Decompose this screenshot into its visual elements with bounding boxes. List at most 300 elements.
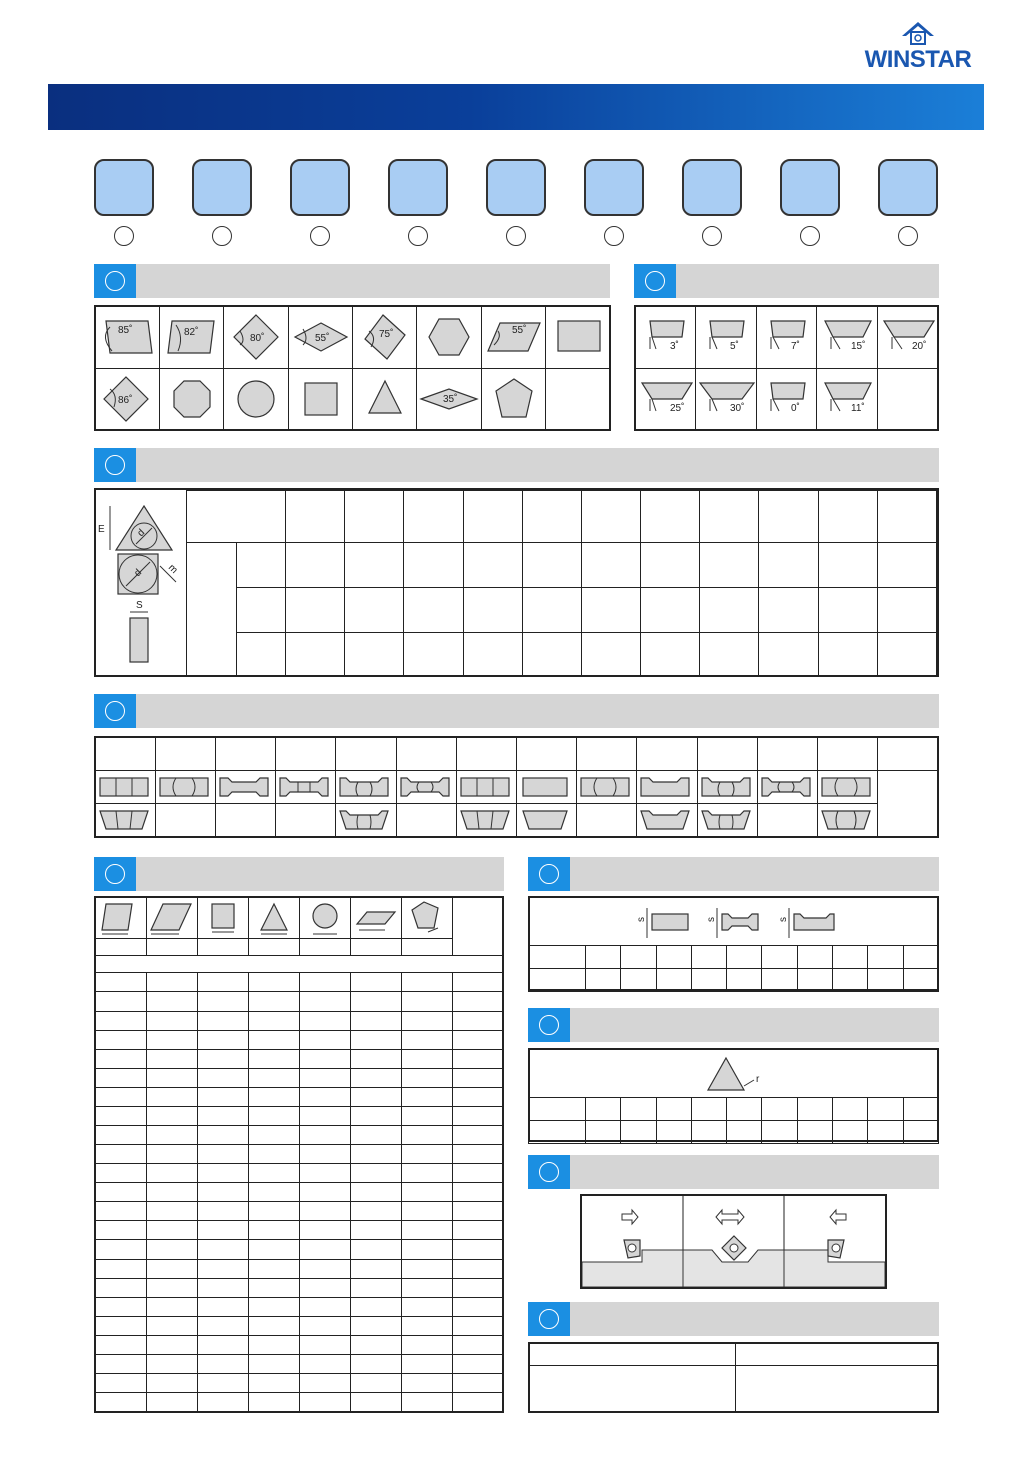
value-cell: [868, 946, 903, 969]
edge-cell: [197, 1030, 248, 1049]
shape-cell: [288, 368, 352, 430]
form-cell: [215, 770, 275, 803]
edge-cell: [95, 939, 146, 956]
value-cell: [762, 1098, 797, 1121]
edge-shape-cell: [299, 897, 350, 939]
angle-label: 55˚: [314, 333, 330, 345]
clearance-icon: [817, 369, 877, 429]
edge-cell: [248, 1145, 299, 1164]
form-cell: [396, 770, 456, 803]
shape-cell: [159, 368, 223, 430]
edge-cell: [299, 1068, 350, 1087]
value-cell: [903, 1098, 938, 1121]
chipbreaker-icon: [276, 772, 334, 802]
size-cell: [759, 588, 818, 633]
chipbreaker-icon: [96, 805, 154, 835]
shape-cell: [95, 368, 159, 430]
edge-cell: [95, 956, 503, 973]
edge-cell: [248, 1221, 299, 1240]
chipbreaker-icon: [698, 772, 756, 802]
position-number-circle: [898, 226, 918, 246]
size-grid: [186, 490, 937, 676]
logo-text: WINSTAR: [864, 46, 972, 73]
clearance-cell: [696, 368, 757, 430]
edge-cell: [299, 1087, 350, 1106]
edge-cell: [248, 1297, 299, 1316]
edge-shape-cell: [401, 897, 452, 939]
shape-cell: [224, 368, 288, 430]
winstar-logo: [848, 20, 988, 72]
chipbreaker-icon: [517, 805, 575, 835]
position-number-circle: [212, 226, 232, 246]
form-header-cell: [817, 737, 877, 770]
edge-cell: [197, 992, 248, 1011]
form-cell: [757, 770, 817, 803]
edge-cell: [146, 1373, 197, 1392]
size-cell: [818, 543, 877, 588]
form-cell: [577, 804, 637, 837]
size-cell: [700, 633, 759, 676]
value-cell: [762, 1121, 797, 1144]
angle-label: 0˚: [790, 402, 800, 414]
shape-icon: [351, 898, 401, 938]
chipbreaker-icon: [457, 772, 515, 802]
edge-cell: [350, 1125, 401, 1144]
edge-cell: [452, 1297, 503, 1316]
edge-cell: [146, 1393, 197, 1412]
section-header-thickness: [528, 857, 939, 891]
svg-text:s: s: [706, 917, 717, 922]
size-cell: [522, 491, 581, 543]
clearance-icon: [757, 307, 817, 367]
chipbreaker-icon: [758, 772, 816, 802]
edge-cell: [95, 1240, 146, 1259]
position-box: [94, 159, 154, 216]
edge-cell: [248, 1106, 299, 1125]
position-box: [584, 159, 644, 216]
clearance-cell: [635, 368, 696, 430]
position-box: [682, 159, 742, 216]
position-box: [388, 159, 448, 216]
edge-cell: [452, 1049, 503, 1068]
chipbreaker-icon: [457, 805, 515, 835]
value-cell: [656, 1121, 691, 1144]
section-header-extra: [528, 1302, 939, 1336]
edge-cell: [197, 1335, 248, 1354]
position-number-circle: [310, 226, 330, 246]
size-cell: [522, 543, 581, 588]
clearance-icon: [757, 369, 817, 429]
form-cell: [396, 804, 456, 837]
edge-cell: [401, 1354, 452, 1373]
edge-cell: [248, 1068, 299, 1087]
edge-cell: [146, 1068, 197, 1087]
edge-cell: [401, 1259, 452, 1278]
edge-header-cell: [452, 897, 503, 956]
edge-cell: [299, 1202, 350, 1221]
shape-icon: [96, 898, 146, 938]
direction-table: [580, 1194, 887, 1289]
chipbreaker-icon: [216, 772, 274, 802]
edge-cell: [299, 1393, 350, 1412]
edge-cell: [350, 1087, 401, 1106]
section-header-radius: [528, 1008, 939, 1042]
edge-cell: [299, 939, 350, 956]
angle-label: 20˚: [911, 341, 927, 353]
size-cell: [700, 543, 759, 588]
form-cell: [637, 770, 697, 803]
shape-icon: [300, 898, 350, 938]
section-marker-icon: [645, 271, 665, 291]
shape-icon: [249, 898, 299, 938]
edge-cell: [197, 1011, 248, 1030]
size-cell: [522, 588, 581, 633]
clearance-cell: [756, 306, 817, 368]
value-cell: [727, 969, 762, 992]
edge-cell: [95, 1068, 146, 1087]
chipbreaker-icon: [156, 772, 214, 802]
edge-cell: [299, 1106, 350, 1125]
edge-cell: [146, 1087, 197, 1106]
value-cell: [621, 946, 656, 969]
edge-cell: [299, 1221, 350, 1240]
section-marker-icon: [539, 1162, 559, 1182]
value-cell: [586, 969, 621, 992]
edge-length-table: [94, 896, 504, 1413]
svg-text:m: m: [165, 562, 180, 577]
thickness-grid: [528, 945, 939, 992]
thickness-table: [528, 896, 939, 991]
form-cell: [95, 804, 155, 837]
shape-cell: [353, 306, 417, 368]
form-cell: [276, 804, 336, 837]
value-cell: [762, 969, 797, 992]
value-cell: [529, 1098, 586, 1121]
angle-label: 82˚: [183, 327, 199, 339]
edge-cell: [299, 1125, 350, 1144]
form-header-cell: [276, 737, 336, 770]
edge-cell: [95, 1297, 146, 1316]
edge-cell: [248, 1259, 299, 1278]
edge-cell: [95, 1106, 146, 1125]
edge-cell: [146, 1049, 197, 1068]
size-cell: [463, 588, 522, 633]
edge-cell: [197, 1068, 248, 1087]
edge-cell: [350, 973, 401, 992]
shape-icon: [160, 369, 224, 429]
size-cell: [759, 491, 818, 543]
edge-shape-cell: [350, 897, 401, 939]
edge-cell: [197, 1145, 248, 1164]
shape-cell: [159, 306, 223, 368]
angle-label: 5˚: [730, 341, 739, 353]
shape-icon: [482, 307, 546, 367]
edge-cell: [95, 1087, 146, 1106]
edge-cell: [299, 1049, 350, 1068]
edge-cell: [197, 1354, 248, 1373]
edge-cell: [248, 1278, 299, 1297]
form-cell: [155, 770, 215, 803]
size-cell: [877, 491, 936, 543]
form-cell: [697, 770, 757, 803]
value-cell: [691, 969, 726, 992]
shape-cell: [546, 306, 610, 368]
edge-cell: [452, 1164, 503, 1183]
edge-cell: [299, 1240, 350, 1259]
edge-cell: [401, 1030, 452, 1049]
edge-cell: [350, 1373, 401, 1392]
edge-cell: [146, 1240, 197, 1259]
edge-cell: [197, 1316, 248, 1335]
section-marker-icon: [105, 701, 125, 721]
clearance-cell: [817, 306, 878, 368]
edge-cell: [401, 1373, 452, 1392]
position-box: [780, 159, 840, 216]
form-cell: [577, 770, 637, 803]
form-cell: [456, 770, 516, 803]
edge-cell: [248, 1393, 299, 1412]
edge-cell: [146, 1316, 197, 1335]
section-header-shape: [94, 264, 610, 298]
edge-cell: [401, 1297, 452, 1316]
edge-cell: [146, 1202, 197, 1221]
edge-cell: [197, 973, 248, 992]
edge-cell: [401, 1335, 452, 1354]
edge-cell: [452, 1259, 503, 1278]
edge-cell: [299, 1335, 350, 1354]
value-cell: [529, 969, 586, 992]
size-cell: [286, 543, 345, 588]
section-header-edge-length: [94, 857, 504, 891]
edge-cell: [248, 939, 299, 956]
edge-cell: [350, 1068, 401, 1087]
edge-cell: [197, 939, 248, 956]
edge-cell: [146, 1259, 197, 1278]
chipbreaker-icon: [397, 772, 455, 802]
chipbreaker-icon: [637, 805, 695, 835]
size-cell: [818, 633, 877, 676]
edge-cell: [248, 973, 299, 992]
value-cell: [586, 1098, 621, 1121]
form-cell: [336, 804, 396, 837]
size-cell: [877, 588, 936, 633]
svg-text:r: r: [756, 1074, 760, 1085]
edge-cell: [452, 1145, 503, 1164]
section-marker-icon: [105, 864, 125, 884]
shape-icon: [96, 307, 160, 367]
edge-cell: [350, 1335, 401, 1354]
value-cell: [833, 946, 868, 969]
shape-icon: [198, 898, 248, 938]
edge-cell: [299, 992, 350, 1011]
clearance-cell: [696, 306, 757, 368]
section-marker-icon: [539, 864, 559, 884]
value-cell: [656, 969, 691, 992]
radius-grid: [528, 1097, 939, 1144]
edge-cell: [248, 1354, 299, 1373]
clearance-table: [634, 305, 939, 431]
shape-icon: [546, 307, 610, 367]
edge-cell: [248, 1373, 299, 1392]
size-cell: [345, 588, 404, 633]
edge-cell: [299, 1354, 350, 1373]
edge-cell: [452, 1011, 503, 1030]
clearance-icon: [636, 369, 696, 429]
shape-cell: [288, 306, 352, 368]
form-header-cell: [215, 737, 275, 770]
edge-cell: [452, 1373, 503, 1392]
edge-cell: [401, 1125, 452, 1144]
shape-icon: [224, 307, 288, 367]
edge-cell: [95, 1278, 146, 1297]
edge-cell: [146, 1221, 197, 1240]
edge-cell: [299, 1183, 350, 1202]
shape-icon: [224, 369, 288, 429]
edge-cell: [197, 1183, 248, 1202]
size-cell: [641, 633, 700, 676]
position-number-circle: [800, 226, 820, 246]
edge-cell: [452, 1030, 503, 1049]
edge-cell: [452, 973, 503, 992]
edge-cell: [401, 1393, 452, 1412]
edge-cell: [146, 1030, 197, 1049]
title-banner: [48, 84, 984, 130]
value-cell: [691, 1121, 726, 1144]
edge-cell: [95, 1221, 146, 1240]
value-cell: [833, 1098, 868, 1121]
shape-icon: [289, 369, 353, 429]
thickness-diagram: [630, 900, 870, 944]
edge-cell: [350, 1030, 401, 1049]
angle-label: 55˚: [511, 325, 527, 337]
edge-cell: [197, 1278, 248, 1297]
size-cell: [700, 491, 759, 543]
edge-cell: [95, 1049, 146, 1068]
chipbreaker-icon: [577, 772, 635, 802]
size-cell: [581, 543, 640, 588]
value-cell: [797, 1121, 832, 1144]
form-cell: [155, 804, 215, 837]
edge-cell: [299, 1011, 350, 1030]
size-cell: [345, 633, 404, 676]
form-table: [94, 736, 939, 838]
size-cell: [404, 588, 463, 633]
edge-cell: [197, 1049, 248, 1068]
angle-label: 80˚: [250, 333, 265, 345]
edge-cell: [299, 1373, 350, 1392]
edge-cell: [452, 992, 503, 1011]
edge-cell: [197, 1106, 248, 1125]
edge-shape-cell: [248, 897, 299, 939]
edge-cell: [452, 1125, 503, 1144]
edge-shape-cell: [95, 897, 146, 939]
edge-cell: [146, 1164, 197, 1183]
edge-cell: [401, 1221, 452, 1240]
value-cell: [797, 946, 832, 969]
shape-icon: [160, 307, 224, 367]
edge-cell: [299, 1259, 350, 1278]
edge-cell: [452, 1221, 503, 1240]
value-cell: [727, 1098, 762, 1121]
chipbreaker-icon: [517, 772, 575, 802]
edge-cell: [95, 1373, 146, 1392]
edge-cell: [197, 1164, 248, 1183]
edge-cell: [95, 1125, 146, 1144]
size-cell: [522, 633, 581, 676]
edge-cell: [95, 1354, 146, 1373]
shape-table: [94, 305, 611, 431]
edge-cell: [350, 1297, 401, 1316]
edge-cell: [401, 1183, 452, 1202]
size-cell: [463, 491, 522, 543]
edge-cell: [401, 1316, 452, 1335]
edge-cell: [146, 1125, 197, 1144]
shape-icon: [147, 898, 197, 938]
size-cell: [759, 633, 818, 676]
edge-cell: [452, 1316, 503, 1335]
edge-cell: [146, 1145, 197, 1164]
form-header-cell: [637, 737, 697, 770]
angle-label: 85˚: [118, 325, 133, 337]
size-cell: [345, 543, 404, 588]
value-cell: [833, 969, 868, 992]
chipbreaker-icon: [96, 772, 154, 802]
value-cell: [727, 946, 762, 969]
form-cell: [817, 770, 877, 803]
position-number-circle: [604, 226, 624, 246]
value-cell: [621, 1121, 656, 1144]
size-cell: [286, 491, 345, 543]
value-cell: [833, 1121, 868, 1144]
position-box: [878, 159, 938, 216]
edge-cell: [452, 1068, 503, 1087]
edge-cell: [248, 1030, 299, 1049]
value-cell: [797, 1098, 832, 1121]
edge-cell: [350, 1164, 401, 1183]
edge-cell: [95, 1316, 146, 1335]
shape-cell: [353, 368, 417, 430]
section-marker-icon: [539, 1015, 559, 1035]
form-cell: [336, 770, 396, 803]
edge-cell: [299, 1164, 350, 1183]
edge-cell: [350, 1278, 401, 1297]
value-cell: [691, 1098, 726, 1121]
size-diagram: [96, 490, 188, 676]
edge-cell: [401, 973, 452, 992]
position-number-circle: [408, 226, 428, 246]
form-cell: [516, 770, 576, 803]
form-cell: [878, 770, 938, 837]
position-box: [192, 159, 252, 216]
chipbreaker-icon: [698, 805, 756, 835]
size-cell: [641, 588, 700, 633]
form-cell: [95, 770, 155, 803]
edge-cell: [197, 1393, 248, 1412]
value-cell: [691, 946, 726, 969]
edge-cell: [401, 1049, 452, 1068]
angle-label: 11˚: [851, 402, 865, 414]
clearance-icon: [878, 307, 938, 367]
shape-icon: [353, 307, 417, 367]
section-header-form: [94, 694, 939, 728]
form-header-cell: [336, 737, 396, 770]
edge-cell: [248, 1164, 299, 1183]
edge-cell: [299, 1145, 350, 1164]
edge-cell: [146, 1354, 197, 1373]
edge-cell: [95, 992, 146, 1011]
shape-cell: [417, 306, 481, 368]
position-box: [290, 159, 350, 216]
